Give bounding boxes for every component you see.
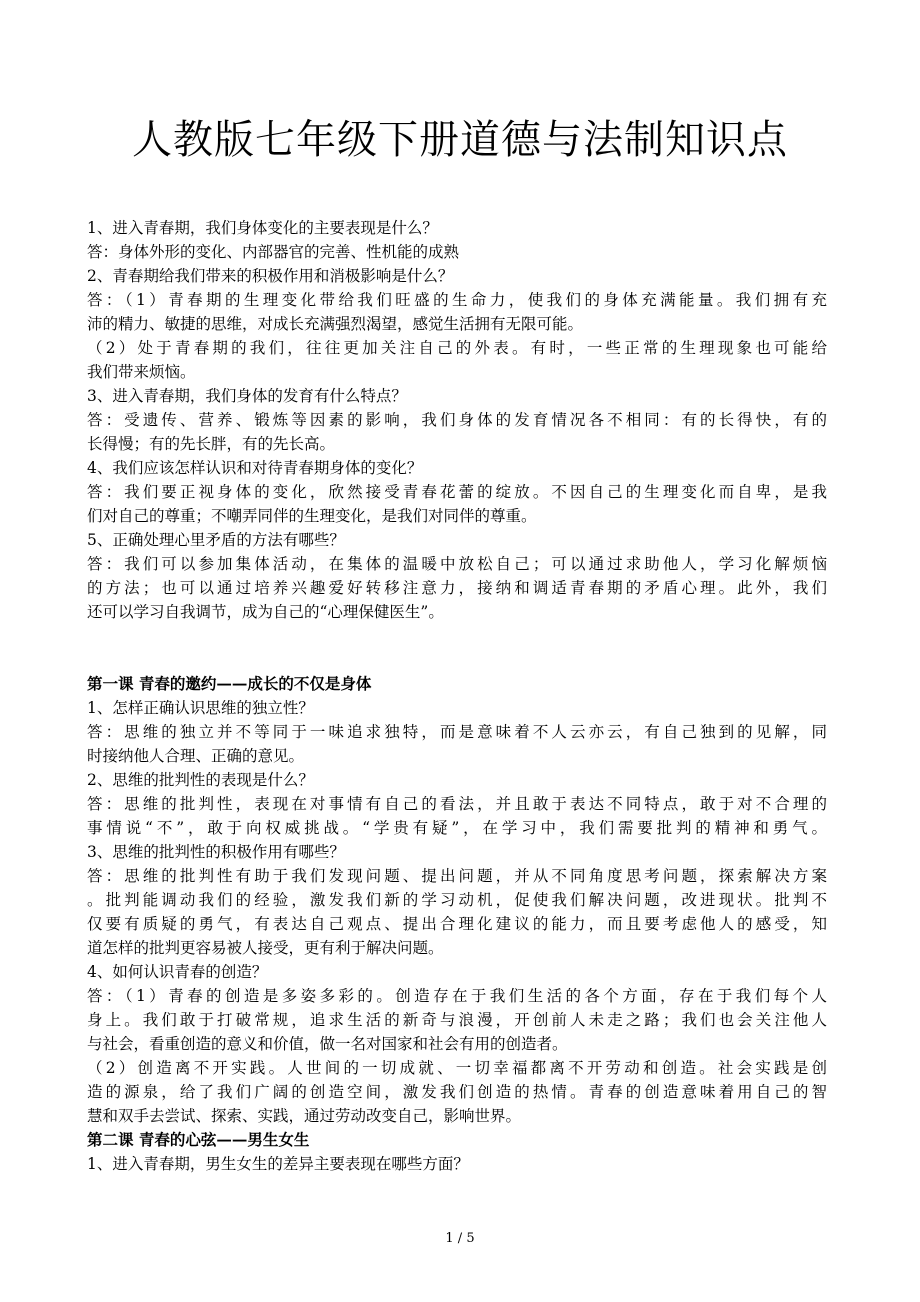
answer-line: 慧和双手去尝试、探索、实践，通过劳动改变自己，影响世界。: [87, 1107, 522, 1125]
question-line: 3、思维的批判性的积极作用有哪些？: [87, 843, 345, 861]
answer-line: 事情说“不”，敢于向权威挑战。“学贵有疑”，在学习中，我们需要批判的精神和勇气。: [87, 819, 827, 837]
question-line: 2、青春期给我们带来的积极作用和消极影响是什么？: [87, 267, 454, 285]
lesson1-heading: 第一课 青春的邀约——成长的不仅是身体: [87, 674, 372, 693]
answer-line: 答：（1）青春期的生理变化带给我们旺盛的生命力，使我们的身体充满能量。我们拥有充: [87, 291, 827, 309]
page-number: 1 / 5: [445, 1231, 475, 1246]
answer-line: （2）处于青春期的我们，往往更加关注自己的外表。有时，一些正常的生理现象也可能给: [87, 339, 827, 357]
answer-line: 们对自己的尊重；不嘲弄同伴的生理变化，是我们对同伴的尊重。: [87, 507, 537, 525]
answer-line: （2）创造离不开实践。人世间的一切成就、一切幸福都离不开劳动和创造。社会实践是创: [87, 1059, 827, 1077]
answer-line: 答：思维的批判性，表现在对事情有自己的看法，并且敢于表达不同特点，敢于对不合理的: [87, 795, 827, 813]
document-body: [87, 216, 827, 1176]
answer-line: 沛的精力、敏捷的思维，对成长充满强烈渴望，感觉生活拥有无限可能。: [87, 315, 584, 333]
question-line: 4、如何认识青春的创造？: [87, 963, 268, 981]
answer-line: 答：身体外形的变化、内部器官的完善、性机能的成熟: [87, 243, 460, 261]
answer-line: 我们带来烦恼。: [87, 363, 196, 381]
page-title: 人教版七年级下册道德与法制知识点: [132, 117, 788, 163]
answer-line: 答：思维的独立并不等同于一味追求独特，而是意味着不人云亦云，有自己独到的见解，同: [87, 723, 827, 741]
answer-line: 长得慢；有的先长胖，有的先长高。: [87, 435, 336, 453]
question-line: 1、进入青春期，我们身体变化的主要表现是什么？: [87, 219, 438, 237]
answer-line: 的方法；也可以通过培养兴趣爱好转移注意力，接纳和调适青春期的矛盾心理。此外，我们: [87, 579, 827, 597]
lesson1-section: [87, 672, 827, 1128]
lesson2-section: [87, 1128, 827, 1176]
answer-line: 答：思维的批判性有助于我们发现问题、提出问题，并从不同角度思考问题，探索解决方案: [87, 867, 827, 885]
answer-line: 道怎样的批判更容易被人接受，更有利于解决问题。: [87, 939, 444, 957]
answer-line: 答：受遗传、营养、锻炼等因素的影响，我们身体的发育情况各不相同：有的长得快，有的: [87, 411, 827, 429]
question-line: 4、我们应该怎样认识和对待青春期身体的变化？: [87, 459, 423, 477]
answer-line: 时接纳他人合理、正确的意见。: [87, 747, 305, 765]
section-spacer: [87, 624, 827, 672]
question-line: 1、进入青春期，男生女生的差异主要表现在哪些方面？: [87, 1155, 469, 1173]
intro-section: [87, 216, 827, 624]
answer-line: 答：（1）青春的创造是多姿多彩的。创造存在于我们生活的各个方面，存在于我们每个人: [87, 987, 827, 1005]
answer-line: 仅要有质疑的勇气，有表达自己观点、提出合理化建议的能力，而且要考虑他人的感受，知: [87, 915, 827, 933]
answer-line: 。批判能调动我们的经验，激发我们新的学习动机，促使我们解决问题，改进现状。批判不: [87, 891, 827, 909]
answer-line: 答：我们可以参加集体活动，在集体的温暖中放松自己；可以通过求助他人，学习化解烦恼: [87, 555, 827, 573]
lesson2-heading: 第二课 青春的心弦——男生女生: [87, 1130, 310, 1149]
answer-line: 身上。我们敢于打破常规，追求生活的新奇与浪漫，开创前人未走之路；我们也会关注他人: [87, 1011, 827, 1029]
answer-line: 与社会，看重创造的意义和价值，做一名对国家和社会有用的创造者。: [87, 1035, 568, 1053]
question-line: 5、正确处理心里矛盾的方法有哪些？: [87, 531, 345, 549]
question-line: 3、进入青春期，我们身体的发育有什么特点？: [87, 387, 407, 405]
question-line: 2、思维的批判性的表现是什么？: [87, 771, 314, 789]
question-line: 1、怎样正确认识思维的独立性？: [87, 699, 314, 717]
answer-line: 还可以学习自我调节，成为自己的“心理保健医生”。: [87, 603, 444, 621]
answer-line: 造的源泉，给了我们广阔的创造空间，激发我们创造的热情。青春的创造意味着用自己的智: [87, 1083, 827, 1101]
answer-line: 答：我们要正视身体的变化，欣然接受青春花蕾的绽放。不因自己的生理变化而自卑，是我: [87, 483, 827, 501]
